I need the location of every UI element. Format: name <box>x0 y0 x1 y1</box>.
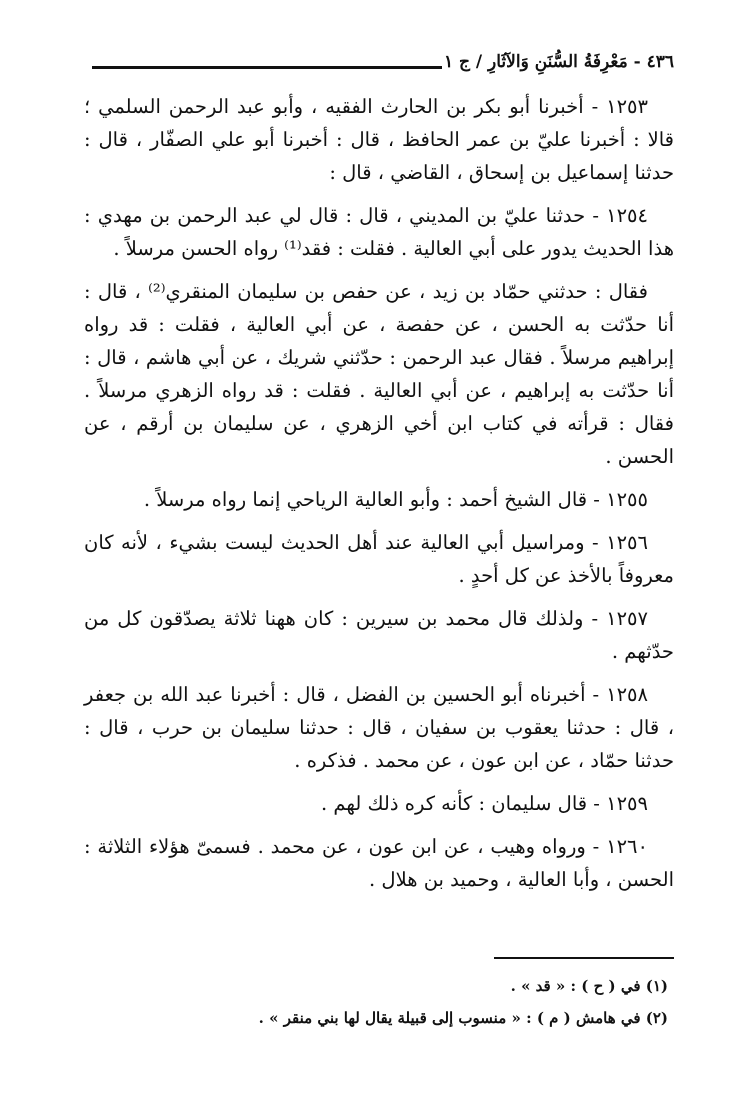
footnote-2: (٢) في هامش ( م ) : « منسوب إلى قبيلة يقال لها بني منقر » . <box>258 1009 668 1027</box>
paragraph-1257: ١٢٥٧ - ولذلك قال محمد بن سيرين : كان ههنا ثلاثة يصدّقون كل من حدّثهم . <box>84 607 674 663</box>
running-title: ٤٣٦ - مَعْرِفَةُ السُّنَنِ وَالآثَارِ / ج ١ <box>443 52 674 72</box>
header-rule <box>92 66 442 69</box>
paragraph-1259: ١٢٥٩ - قال سليمان : كأنه كره ذلك لهم . <box>320 792 648 815</box>
paragraph-1260: ١٢٦٠ - ورواه وهيب ، عن ابن عون ، عن محمد . فسمىّ هؤلاء الثلاثة : الحسن ، وأبا العالية ، وحميد بن هلال . <box>84 835 674 891</box>
footnote-1: (١) في ( ح ) : « قد » . <box>510 977 668 995</box>
paragraph-1253: ١٢٥٣ - أخبرنا أبو بكر بن الحارث الفقيه ، وأبو عبد الرحمن السلمي ؛ قالا : أخبرنا عليّ بن عمر الحافظ ، قال : أخبرنا أبو علي الصفّار ، قال : حدثنا إسماعيل بن إسحاق ، القاضي ، قال : <box>84 95 674 184</box>
book-page <box>84 0 674 1099</box>
paragraph-1254-continued: فقال : حدثني حمّاد بن زيد ، عن حفص بن سليمان المنقري⁽²⁾ ، قال : أنا حدّثت به الحسن ، عن حفصة ، عن أبي العالية ، فقلت : قد رواه إبراهيم مرسلاً . فقال عبد الرحمن : حدّثني شريك ، عن أبي هاشم ، قال : أنا حدّثت به إبراهيم ، عن أبي العالية . فقلت : قد رواه الزهري مرسلاً . فقال : قرأته في كتاب ابن أخي الزهري ، عن سليمان بن أرقم ، عن الحسن . <box>84 280 674 468</box>
page-header <box>84 50 674 82</box>
main-text <box>84 90 674 906</box>
paragraph-1256: ١٢٥٦ - ومراسيل أبي العالية عند أهل الحديث ليست بشيء ، لأنه كان معروفاً بالأخذ عن كل أحدٍ . <box>84 531 674 587</box>
paragraph-1258: ١٢٥٨ - أخبرناه أبو الحسين بن الفضل ، قال : أخبرنا عبد الله بن جعفر ، قال : حدثنا يعقوب بن سفيان ، قال : حدثنا سليمان بن حرب ، قال : حدثنا حمّاد ، عن ابن عون ، عن محمد . فذكره . <box>84 683 674 772</box>
paragraph-1254: ١٢٥٤ - حدثنا عليّ بن المديني ، قال : قال لي عبد الرحمن بن مهدي : هذا الحديث يدور على أبي العالية . فقلت : فقد⁽¹⁾ رواه الحسن مرسلاً . <box>84 204 674 260</box>
footnote-separator <box>494 957 674 959</box>
paragraph-1255: ١٢٥٥ - قال الشيخ أحمد : وأبو العالية الرياحي إنما رواه مرسلاً . <box>143 488 648 511</box>
footnotes <box>88 970 668 1034</box>
